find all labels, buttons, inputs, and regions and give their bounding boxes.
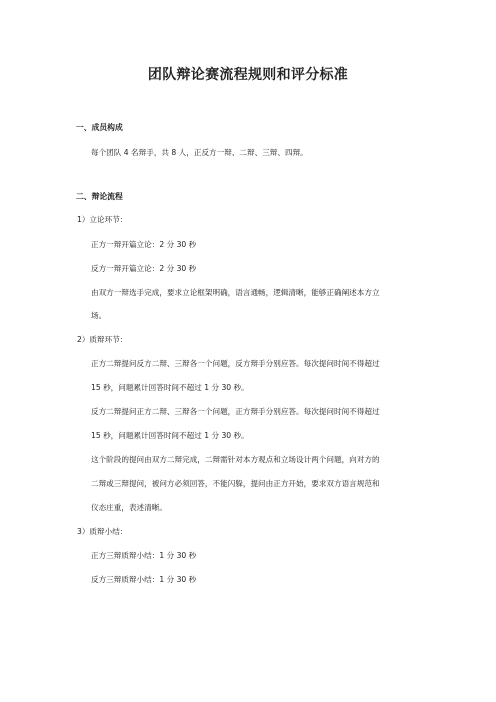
section-heading-members: 一、成员构成	[76, 123, 123, 132]
paragraph-line: 正方三辩质辩小结：1 分 30 秒	[91, 551, 197, 560]
paragraph-line: 正方一辩开篇立论：2 分 30 秒	[91, 240, 197, 249]
subsection-label-summary: 3）质辩小结：	[77, 527, 128, 536]
paragraph-line: 15 秒，问题累计回答时间不超过 1 分 30 秒。	[91, 383, 249, 392]
section-heading-process: 二、辩论流程	[76, 192, 123, 201]
paragraph-line: 二辩或三辩提问，被问方必须回答，不能闪躲，提问由正方开始，要求双方语言规范和	[91, 479, 380, 488]
paragraph-line: 反方二辩提问正方二辩、三辩各一个问题，正方辩手分别应答。每次提问时间不得超过	[91, 407, 380, 416]
paragraph-line: 由双方一辩选手完成，要求立论框架明确，语言通畅，逻辑清晰，能够正确阐述本方立	[91, 288, 380, 297]
subsection-label-cross-exam: 2）质辩环节：	[77, 335, 128, 344]
paragraph-line: 正方二辩提问反方二辩、三辩各一个问题，反方辩手分别应答。每次提问时间不得超过	[91, 359, 380, 368]
document-title: 团队辩论赛流程规则和评分标准	[147, 67, 349, 83]
paragraph-line: 仪态庄重，表述清晰。	[91, 503, 167, 512]
paragraph-line: 场。	[91, 311, 107, 320]
paragraph-line: 反方一辩开篇立论：2 分 30 秒	[91, 264, 197, 273]
paragraph-line: 这个阶段的提问由双方二辩完成，二辩需针对本方观点和立场设计两个问题，向对方的	[91, 455, 380, 464]
subsection-label-opening: 1）立论环节：	[77, 215, 128, 224]
paragraph-line: 反方三辩质辩小结：1 分 30 秒	[91, 575, 197, 584]
paragraph-line: 15 秒，问题累计回答时间不超过 1 分 30 秒。	[91, 431, 249, 440]
paragraph-members: 每个团队 4 名辩手，共 8 人，正反方一辩、二辩、三辩、四辩。	[91, 148, 308, 157]
